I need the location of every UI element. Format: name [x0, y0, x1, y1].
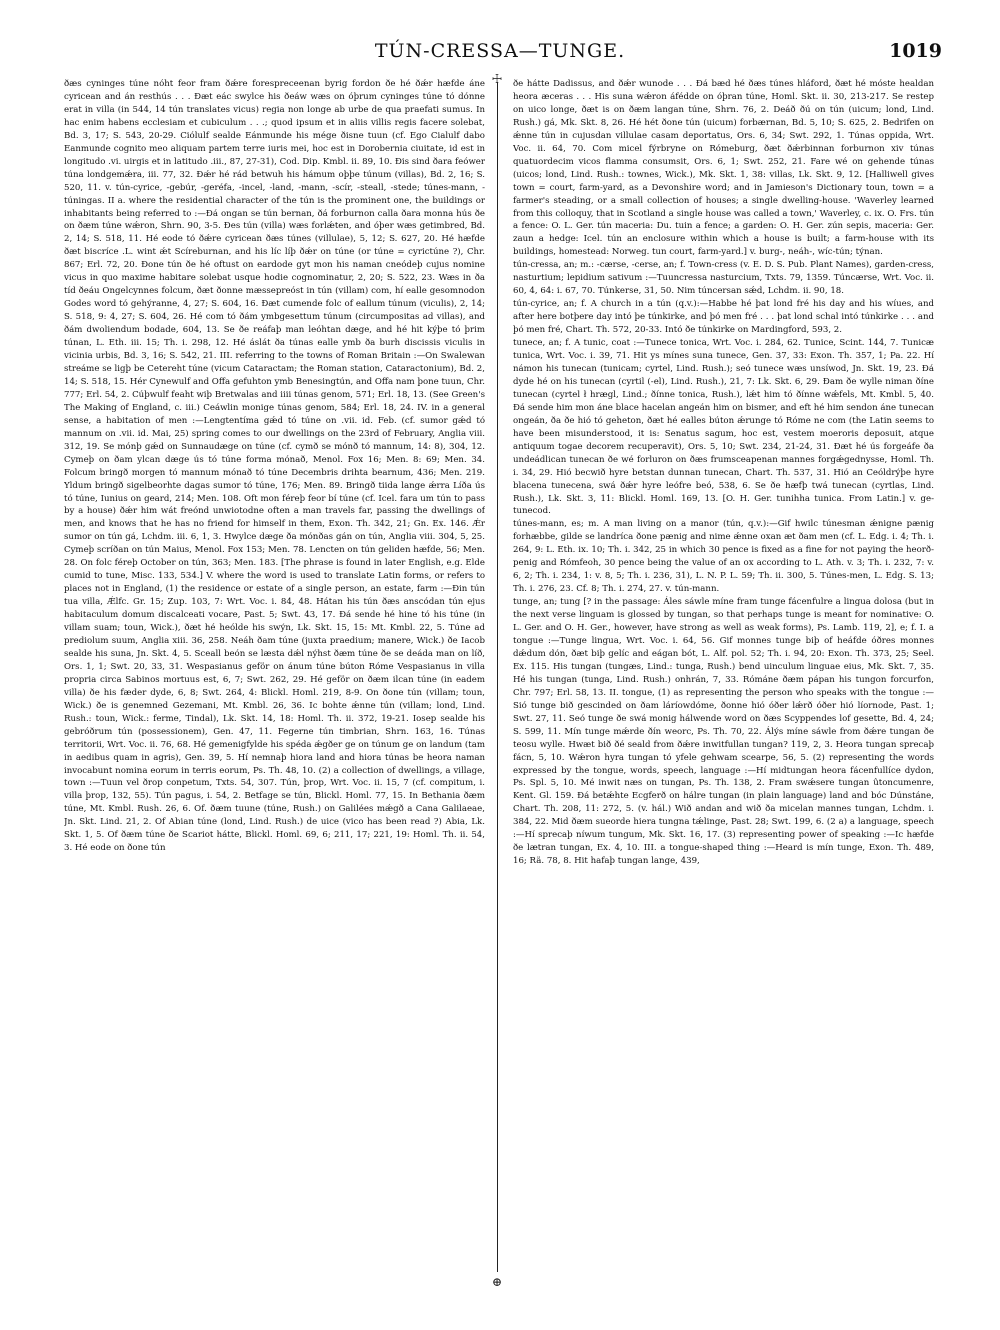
dictionary-entry-tunes-mann: túnes-mann, es; m. A man living on a manor (tún, q.v.):—Gif hwilc túnesman ǽnigne pænig forhæbbe, gilde se landríca ðone pænig and nime ǽnne oxan æt ðam men (cf. L. Edg. i. 4; Th. i. 264, 9: L. Eth. ix. 10; Th. i. 342, 25 in which 30 pence is fixed as a fine for not paying the heorð-penig and Rómfeoh, 30 pence being the value of an ox according to L. Ath. v. 3; Th. i. 232, 7: v. 6, 2; Th. i. 234, 1: v. 8, 5; Th. i. 236, 31), L. N. P. L. 59; Th. ii. 300, 5. Túnes-men, L. Edg. S. 13; Th. i. 276, 23. Cf. 8; Th. i. 274, 27. v. tún-mann. [513, 519, 934, 595]
right-column [513, 78, 934, 1303]
dictionary-text: ðæs cyninges túne nóht feor fram ðǽre forespreceenan byrig fordon ðe hé ðǽr hæfde áne cyricean and án resthús . . . Ðæt eác swylce his ðeáw wæs on óþrum cyninges túne tó dónne erat in villa (in 544, 14 tún translates vicus) regia non longe ab urbe de qua praefati sumus. In hac enim habens ecclesiam et cubiculum . . .; quod ipsum et in aliis villis regis facere solebat, Bd. 3, 17; S. 543, 20-29. Ciólulf sealde Eánmunde his mége ðisne tuun (cf. Ego Cialulf dabo Eanmunde cognito meo aliquam partem terre iuris mei, hoc est in Dorobernia ciuitate, id est in longitudo .vi. uirgis et in latitudo .iii., 87, 27-31), Cod. Dip. Kmbl. ii. 89, 10. Ðis sind ðara feówer túna londgemǽra, iii. 77, 32. Ðǽr hé rád betwuh his hámum oþþe túnum (villas), Bd. 2, 16; S. 520, 11. v. tún-cyrice, -gebúr, -geréfa, -incel, -land, -mann, -scír, -steall, -stede; túnes-mann, -túningas. II a. where the residential character of the tún is the prominent one, the buildings or inhabitants being referred to :—Ðá ongan se tún bernan, ðá forburnon calla ðara monna hús ðe on ðæm túne wǽron, Shrn. 90, 3-5. Ðes tún (villa) wæs forlǽten, and óþer wæs getimbred, Bd. 2, 14; S. 518, 11. Hé eode tó ðǽre cyricean ðæs túnes (villulae), 5, 12; S. 627, 20. Hé hæfde ðæt biscríce .L. wint ǽt Scíreburnan, and his líc líþ ðǽr on túne (or túne = cyrictúne ?), Chr. 867; Erl. 72, 20. Ðone tún ðe hé oftust on eardode gyt mon his naman cneódeþ cujus nomine vicus in quo maxime habitare solebat usque hodie cognominatur, 2, 20; S. 522, 23. Wæs in ða tíd ðeáu Ongelcynnes folcum, ðæt ðonne mæssepreóst in tún (villam) com, hí ealle gesomnodon Godes word tó gehýranne, 4, 27; S. 604, 16. Ðæt cumende folc of eallum túnum (viculis), 2, 14; S. 518, 9: 4, 27; S. 604, 26. Hé com tó ðám ymbgesettum túnum (circumpositas ad villas), and ðám dwoliendum bodade, 604, 13. Se ðe reáfaþ man leóhtan dæge, and hé hit kýþe tó þrim túnan, L. Eth. iii. 15; Th. i. 298, 12. Hé áslát ða túnas ealle ymb ða burh discissis viculis in vicinia urbis, Bd. 3, 16; S. 542, 21. III. referring to the towns of Roman Britain :—On Swalewan streáme se ligþ be Cetereht túne (vicum Cataractam; the Roman station, Cataractonium), Bd. 2, 14; S. 518, 15. Hér Cynewulf and Offa gefuhton ymb Benesingtún, and Offa nam þone tuun, Chr. 777; Erl. 54, 2. Cúþwulf feaht wiþ Bretwalas and iiii túnas genom, 571; Erl. 18, 13. (See Green's The Making of England, c. iii.) Ceáwlin monige túnas genom, 584; Erl. 18, 24. IV. in a general sense, a habitation of men :—Lengtentíma gǽd tó túne on .vii. id. Feb. (cf. sumor gǽd tó mannum on .vii. id. Mai, 25) spring comes to our dwellings on the 23rd of February, Anglia viii. 312, 19. Se mónþ gǽd on Sunnaudæge on túne (cf. cymð se mónð tó mannum, 14: 8), 304, 12. Cymeþ on ðam ylcan dæge ús tó túne forma mónað, Menol. Fox 16; Men. 8: 69; Men. 34. Folcum bringð morgen tó mannum mónað tó túne Decembris drihta bearnum, 436; Men. 219. Yldum bringð sigelbeorhte dagas sumor tó túne, 176; Men. 89. Bringð tiida lange ǽrra Líða ús tó túne, Iunius on geard, 214; Men. 108. Oft mon féreþ feor bí túne (cf. Icel. fara um tún to pass by a house) ðǽr him wát freónd unwiotodne often a man travels far, passing the dwellings of men, and knows that he has no friend for himself in them, Exon. Th. 342, 21; Gn. Ex. 146. Ǽr sumor on tún gá, Lchdm. iii. 6, 1, 3. Hwylce dæge ða mónðas gán on tún, Anglia viii. 304, 5, 25. Cymeþ scríðan on tún Maius, Menol. Fox 153; Men. 78. Lencten on tún geliden hæfde, 56; Men. 28. On folc féreþ October on tún, 363; Men. 183. [The phrase is found in later English, e.g. Elde cumid to tune, Misc. 133, 534.] V. where the word is used to translate Latin forms, or refers to places not in England, (1) the residence or estate of a single person, an estate, farm :—Ðin tún tua villa, Ǽlfc. Gr. 15; Zup. 103, 7: Wrt. Voc. i. 84, 48. Hátan his tún ðæs anscódan tún ejus habitaculum domum discalceati vocare, Past. 5; Swt. 43, 17. Ðá sende hé hine tó his túne (in villam suam; toun, Wick.), ðæt hé heólde his swýn, Lk. Skt. 15, 15: Mt. Kmbl. 22, 5. Túne ad prediolum suum, Anglia xiii. 36, 258. Neáh ðam túne (juxta praedium; manere, Wick.) ðe Iacob sealde his suna, Jn. Skt. 4, 5. Sceall beón se læsta dǽl nýhst ðæm túne ðe se deáda man on líð, Ors. 1, 1; Swt. 20, 33, 31. Wespasianus geför on ánum túne búton Róme Vespasianus in villa propria circa Sabinos mortuus est, 6, 7; Swt. 262, 29. Hé geför on ðæm ilcan túne (in eadem villa) ðe his fæder dyde, 6, 8; Swt. 264, 4: Blickl. Homl. 219, 8-9. On ðone tún (villam; toun, Wick.) ðe is genemned Gezemani, Mt. Kmbl. 26, 36. Ic bohte ǽnne tún (villam; lond, Lind. Rush.: toun, Wick.: ferme, Tindal), Lk. Skt. 14, 18: Homl. Th. ii. 372, 19-21. Iosep sealde his gebróðrum tún (possessionem), Gen. 47, 11. Fegerne tún timbrian, Shrn. 163, 16. Túnas territorii, Wrt. Voc. ii. 76, 68. Hé gemenigfylde his spéda ǽgðer ge on túnum ge on landum (tam in aedibus quam in agris), Gen. 39, 5. Hí nemnaþ hiora land and hiora túnas be heora naman invocabunt nomina eorum in terris eorum, Ps. Th. 48, 10. (2) a collection of dwellings, a village, town :—Tuun vel ðrop conpetum, Txts. 54, 307. Tún, þrop, Wrt. Voc. ii. 15, 7 (cf. compitum, i. villa þrop, 132, 55). Tún pagus, i. 54, 2. Betfage se tún, Blickl. Homl. 77, 15. In Bethania ðæm túne, Mt. Kmbl. Rush. 26, 6. Of. ðæm tuune (túne, Rush.) on Galilées mǽgð a Cana Galilaeae, Jn. Skt. Lind. 21, 2. Of Abian túne (lond, Lind. Rush.) de uice (vico has been read ?) Abia, Lk. Skt. 1, 5. Of ðæm túne ðe Scariot hátte, Blickl. Homl. 69, 6; 211, 17; 221, 19: Homl. Th. ii. 54, 3. Hé eode on ðone tún [64, 79, 485, 854]
page-header [0, 40, 1000, 74]
dictionary-entry-tun-cressa: tún-cressa, an; m.: -cærse, -cerse, an; f. Town-cress (v. E. D. S. Pub. Plant Names), garden-cress, nasturtium; lepidium sativum :—Tuuncressa nasturcium, Txts. 79, 1359. Túncærse, Wrt. Voc. ii. 60, 4, 64: i. 67, 70. Túnkerse, 31, 50. Nim túncersan sǽd, Lchdm. ii. 90, 18. [513, 260, 934, 297]
left-column [64, 78, 485, 1303]
column-divider [497, 82, 498, 1272]
page-number: 1019 [889, 40, 942, 62]
dictionary-entry-tunge: tunge, an; tung [? in the passage: Áles sáwle míne fram tunge fácenfulre a lingua dolosa (but in the next verse linguam is glossed by tungan, so that perhaps tunge is meant for nominative: O. L. Ger. and O. H. Ger., however, have strong as well as weak forms), Ps. Lamb. 119, 2], e; f. I. a tongue :—Tunge lingua, Wrt. Voc. i. 64, 56. Gif monnes tunge biþ of heáfde óðres monnes dǽdum dón, ðæt biþ gelíc and eágan bót, L. Alf. pol. 52; Th. i. 94, 20: Exon. Th. 373, 25; Seel. Ex. 115. His tungan (tungæs, Lind.: tunga, Rush.) bend uinculum linguae eius, Mk. Skt. 7, 35. Hé his tungan (tunga, Lind. Rush.) onhrán, 7, 33. Rómáne ðæm pápan his tungon forcurfon, Chr. 797; Erl. 58, 13. II. tongue, (1) as representing the person who speaks with the tongue :—Sió tunge bið gescinded on ðam láríowdóme, ðonne hió óðer lǽrð óðer hió líornode, Past. 1; Swt. 27, 11. Seó tunge ðe swá monig hálwende word on ðæs Scyppendes lof gesette, Bd. 4, 24; S. 599, 11. Mín tunge mǽrde ðín weorc, Ps. Th. 70, 22. Álýs míne sáwle from ðǽre tungan ðe teosu wylle. Hwæt bið ðé seald from ðǽre inwitfullan tungan? 119, 2, 3. Heora tungan sprecaþ fácn, 5, 10. Wǽron hyra tungan tó yfele gehwam scearpe, 56, 5. (2) representing the words expressed by the tongue, words, speech, language :—Hí midtungan heora fácenfullíce dydon, Ps. Spl. 5, 10. Mé inwit næs on tungan, Ps. Th. 138, 2. Fram swǽsere tungan ûtoncumenre, Kent. Gl. 159. Ðá betǽhte Ecgferð on hálre tungan (in plain language) land and bóc Dúnstáne, Chart. Th. 208, 11: 272, 5. (v. hál.) Wið andan and wið ða micelan mannes tungan, Lchdm. i. 384, 22. Mid ðæm sueorde hiera tungna tǽlinge, Past. 28; Swt. 199, 6. (2 a) a language, speech :—Hí sprecaþ níwum tungum, Mk. Skt. 16, 17. (3) representing power of speaking :—Ic hæfde ðe lætran tungan, Ex. 4, 10. III. a tongue-shaped thing :—Heard is mín tunge, Exon. Th. 489, 16; Rä. 78, 8. Hit hafaþ tungan lange, 439, [513, 597, 934, 867]
dictionary-text: ðe hátte Dadissus, and ðǽr wunode . . . Ðá bæd hé ðæs túnes hláford, ðæt hé móste healdan heora æceras . . . His suna wǽron áfédde on óþran túne, Homl. Skt. ii. 30, 213-217. Se restep on uico longe, ðæt is on ðæm langan túne, Shrn. 76, 2. Deáð ðú on tún (uicum; lond, Lind. Rush.) gá, Mk. Skt. 8, 26. Hé hét ðone tún (uicum) forbærnan, Bd. 5, 10; S. 625, 2. Bedrifen on ǽnne tún in cujusdan villulae casam deportatus, Ors. 6, 34; Swt. 292, 1. Túnas oppida, Wrt. Voc. ii. 64, 70. Com micel fýrbryne on Rómeburg, ðæt ðǽrbinnan forburnon xiv túnas quatuordecim vicos flamma consumsit, Ors. 6, 1; Swt. 252, 21. Fare wé on gehende túnas (uicos; lond, Lind. Rush.: townes, Wick.), Mk. Skt. 1, 38: villas, Lk. Skt. 9, 12. [Halliwell gives town = court, farm-yard, as a Devonshire word; and in Jamieson's Dictionary toun, town = a farmer's steading, or a small collection of houses; a single dwelling-house. 'Waverley learned from this colloquy, that in Scotland a single house was called a town,' Waverley, c. ix. O. Frs. tún a fence: O. L. Ger. tún maceria: Du. tuin a fence; a garden: O. H. Ger. zún sepis, maceria: Ger. zaun a hedge: Icel. tún an enclosure within which a house is built; a farm-house with its buildings, homestead: Norweg. tun court, farm-yard.] v. burg-, neáh-, wíc-tún; týnan. [513, 79, 934, 258]
ornament-top-icon: ☩ [491, 72, 503, 86]
dictionary-entry-tunece: tunece, an; f. A tunic, coat :—Tunece tonica, Wrt. Voc. i. 284, 62. Tunice, Scint. 144, 7. Tunicæ tunica, Wrt. Voc. i. 39, 71. Hit ys mínes suna tunece, Gen. 37, 33: Exon. Th. 357, 1; Pa. 22. Hí námon his tunecan (tunicam; cyrtel, Lind. Rush.); seó tunece wæs unsíwod, Jn. Skt. 19, 23. Ðá dyde hé on his tunecan (cyrtil (-el), Lind. Rush.), 21, 7: Lk. Skt. 6, 29. Ðam ðe wylle niman ðíne tunecan (cyrtel ł hrægl, Lind.; ðínne tonica, Rush.), lǽt him tó ðínne wǽfels, Mt. Kmbl. 5, 40. Ðá sende him mon áne blace hacelan angeán him on bismer, and eft hé him sendon áne tunecan ongeán, ða ðe hió tó geheton, ðæt hé ealles búton ǽrunge tó Róme ne com (the Latin seems to have been misunderstood, it is: Senatus sagum, hoc est, vestem moeroris deposuit, atque antiquum togae decorem recuperavit), Ors. 5, 10; Swt. 234, 21-24, 31. Ðæt hé ús forgeáfe ða undeádlican tunecan ðe wé forluron on ðæs frumsceapenan mannes forgǽgednysse, Homl. Th. i. 34, 29. Hió becwið hyre betstan dunnan tunecan, Chart. Th. 537, 31. Hió an Ceóldrýþe hyre blacena tunecena, swá ðǽr hyre leófre beó, 538, 6. Se ðe hæfþ twá tunecan (cyrtlas, Lind. Rush.), Lk. Skt. 3, 11: Blickl. Homl. 169, 13. [O. H. Ger. tunihha tunica. From Latin.] v. ge-tunecod. [513, 338, 934, 517]
running-title: TÚN-CRESSA—TUNGE. [374, 40, 626, 62]
ornament-bottom-icon: ⊕ [491, 1275, 503, 1289]
dictionary-entry-tun-cyrice: tún-cyrice, an; f. A church in a tún (q.v.):—Habbe hé þat lond fré his day and his wíues, and after here botþere day intó þe túnkirke, and þó men fré . . . þat lond schal intó túnkirke . . . and þó men fré, Chart. Th. 572, 20-33. Intó ðe túnkirke on Mardingford, 593, 2. [513, 299, 934, 336]
